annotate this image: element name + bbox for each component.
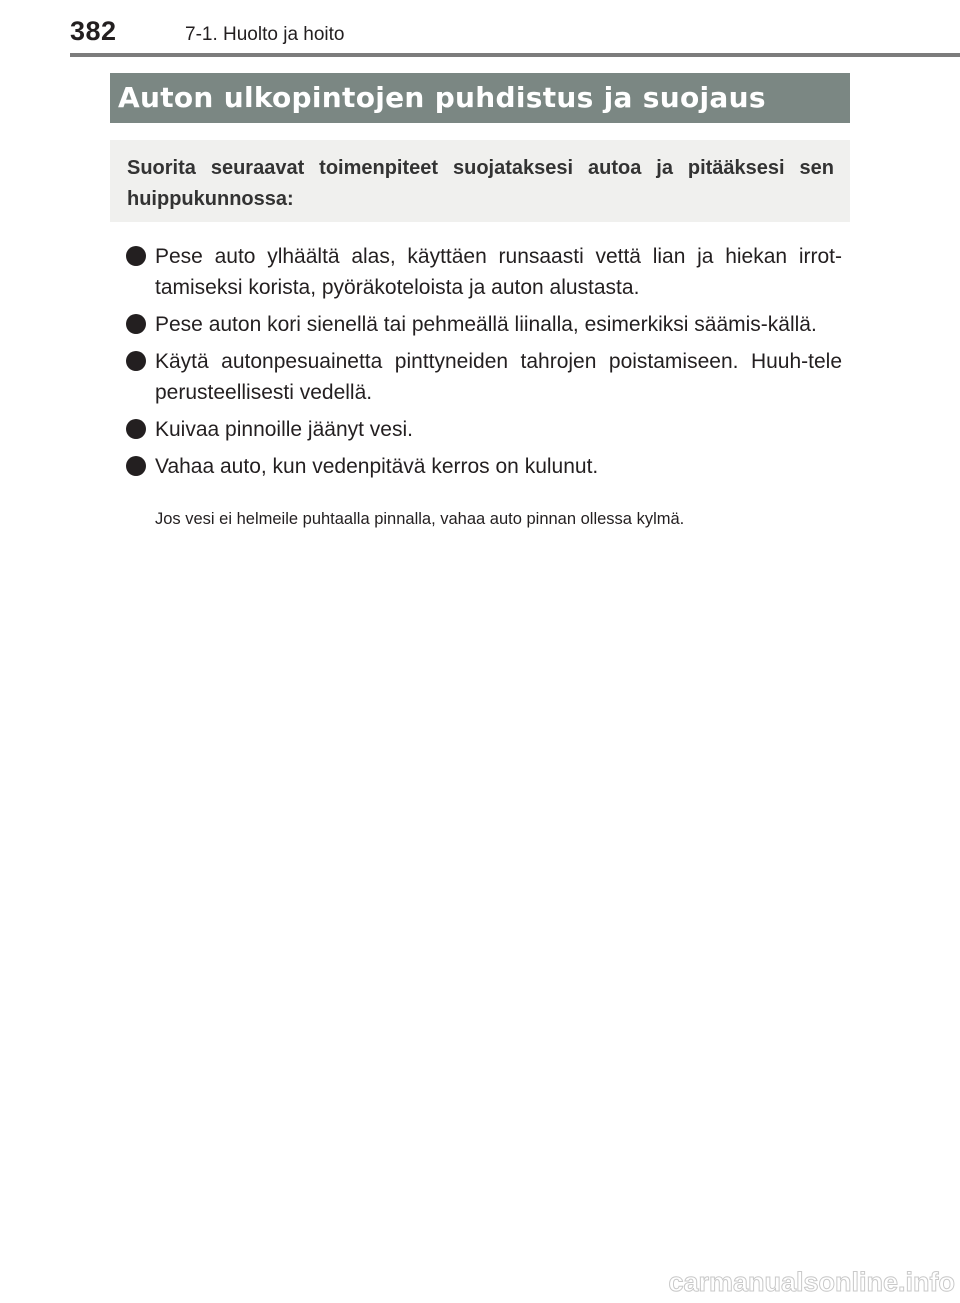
page-title: Auton ulkopintojen puhdistus ja suojaus [118, 81, 766, 114]
page-number: 382 [70, 16, 117, 46]
list-item-text: Vahaa auto, kun vedenpitävä kerros on kulunut. [155, 455, 599, 478]
instruction-list [126, 241, 842, 488]
list-item [126, 451, 842, 482]
note-text: Jos vesi ei helmeile puhtaalla pinnalla, vahaa auto pinnan ollessa kylmä. [155, 510, 685, 528]
section-heading: 7-1. Huolto ja hoito [185, 24, 345, 45]
list-item-text: Kuivaa pinnoille jäänyt vesi. [155, 418, 413, 441]
watermark-logo [625, 1264, 960, 1300]
bullet-icon [126, 419, 146, 439]
title-bar [110, 73, 850, 123]
list-item [126, 414, 842, 445]
watermark-text: carmanualsonline.info [668, 1267, 955, 1297]
header-divider [70, 53, 960, 57]
intro-text: Suorita seuraavat toimenpiteet suojataksesi autoa ja pitääksesi sen huippukunnossa: [127, 157, 834, 210]
list-item [126, 346, 842, 408]
list-item-text: Käytä autonpesuainetta pinttyneiden tahrojen poistamiseen. Huuh-tele perusteellisesti vedellä. [155, 350, 842, 404]
list-item [126, 309, 842, 340]
list-item-text: Pese auto ylhäältä alas, käyttäen runsaasti vettä lian ja hiekan irrot-tamiseksi korista, pyöräkoteloista ja auton alustasta. [155, 245, 842, 299]
list-item-text: Pese auton kori sienellä tai pehmeällä liinalla, esimerkiksi säämis-källä. [155, 313, 817, 336]
bullet-icon [126, 314, 146, 334]
intro-box [110, 140, 850, 222]
list-item [126, 241, 842, 303]
bullet-icon [126, 246, 146, 266]
bullet-icon [126, 456, 146, 476]
bullet-icon [126, 351, 146, 371]
